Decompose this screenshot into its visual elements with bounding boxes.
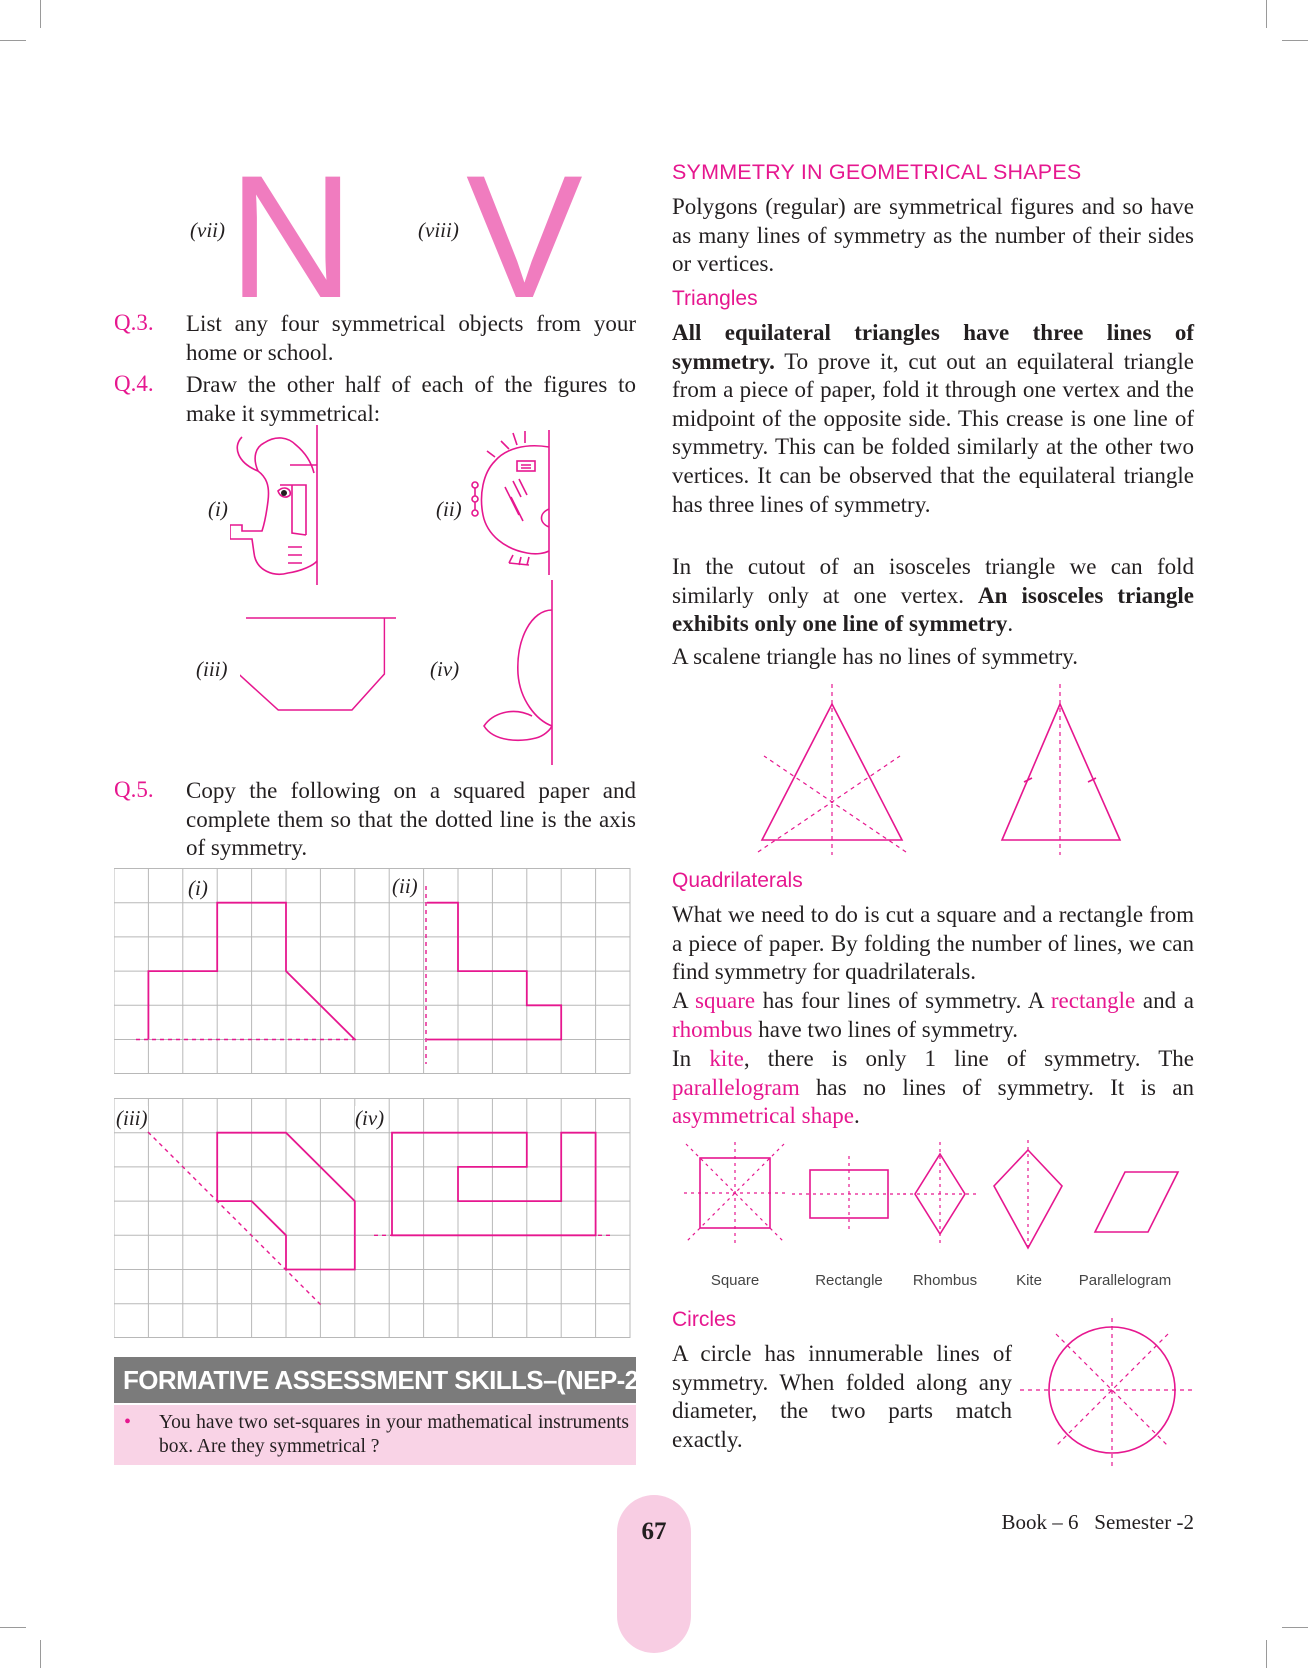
term-square: square: [695, 988, 756, 1013]
formative-box: [114, 1405, 636, 1465]
caption-kite: Kite: [1016, 1272, 1042, 1289]
question-5-number: Q.5.: [114, 777, 154, 802]
crop-mark: [1282, 40, 1308, 41]
q5-label-iii: (iii): [116, 1106, 148, 1130]
q4-label-ii: (ii): [436, 497, 462, 521]
formative-banner: [114, 1357, 689, 1403]
q-text: have two lines of symmetry.: [752, 1016, 1019, 1042]
figure-label-viii: (viii): [418, 218, 459, 242]
triangles-paragraph-3: A scalene triangle has no lines of symmetry.: [672, 644, 1079, 669]
crop-mark: [40, 1640, 41, 1668]
question-3-text: List any four symmetrical objects from your home or school.: [186, 311, 636, 365]
q-text: has four lines of symmetry. A: [755, 988, 1051, 1013]
caption-square: Square: [710, 1272, 760, 1289]
q-text: has no lines of symmetry. It is an: [799, 1074, 1194, 1100]
question-5-text: Copy the following on a squared paper and complete them so that the dotted line is the axis of symmetry.: [186, 778, 636, 861]
squared-grid-bottom: [114, 1098, 634, 1342]
term-asymmetrical-shape: asymmetrical shape: [672, 1103, 855, 1129]
quadrilaterals-diagram: [680, 1140, 1190, 1255]
q-text: .: [854, 1103, 860, 1129]
q5-label-i: (i): [188, 876, 208, 900]
caption-rectangle: Rectangle: [815, 1272, 883, 1289]
q4-label-iii: (iii): [196, 657, 228, 681]
term-rhombus: rhombus: [672, 1016, 753, 1042]
term-parallelogram: parallelogram: [672, 1074, 800, 1100]
q5-label-ii: (ii): [392, 874, 418, 898]
triangles-heading: Triangles: [672, 287, 758, 310]
half-face-figure-i: [230, 425, 340, 585]
caption-rhombus: Rhombus: [912, 1272, 978, 1289]
section-heading: SYMMETRY IN GEOMETRICAL SHAPES: [672, 160, 1082, 184]
figure-label-vii: (vii): [190, 218, 225, 242]
triangles-bold-2: An isosceles triangle exhibits only one line of symmetry: [672, 582, 1194, 637]
crop-mark: [1282, 1627, 1308, 1628]
q-text: , there is only 1 line of symmetry. The: [743, 1046, 1194, 1071]
quadrilaterals-heading: Quadrilaterals: [672, 869, 803, 892]
formative-title: FORMATIVE ASSESSMENT SKILLS–(NEP-2020): [123, 1365, 689, 1395]
quadrilaterals-paragraph-1: What we need to do is cut a square and a rectangle from a piece of paper. By folding the number of lines, we can find symmetry for quadrilaterals.: [672, 902, 1194, 985]
q5-label-iv: (iv): [355, 1106, 385, 1130]
book-semester-label: Book – 6 Semester -2: [1001, 1510, 1194, 1534]
crop-mark: [1266, 0, 1267, 28]
crop-mark: [40, 0, 41, 28]
page-number: 67: [641, 1518, 667, 1545]
quadrilaterals-paragraph-3: [672, 1045, 1194, 1131]
formative-item: You have two set-squares in your mathematical instruments box. Are they symmetrical ?: [159, 1412, 629, 1457]
q4-label-i: (i): [208, 497, 228, 521]
half-face-figure-ii: [465, 425, 575, 575]
quadrilaterals-paragraph-2: [672, 987, 1194, 1044]
circles-heading: Circles: [672, 1308, 737, 1331]
circle-diagram: [1020, 1318, 1195, 1468]
q-text: In: [672, 1046, 710, 1071]
q-text: A: [672, 988, 696, 1013]
caption-parallelogram: Parallelogram: [1078, 1272, 1172, 1289]
crop-mark: [0, 1627, 26, 1628]
q-text: and a: [1135, 988, 1194, 1013]
letter-n-figure: N: [228, 140, 355, 335]
triangles-text-2: In the cutout of an isosceles triangle we can fold similarly only at one vertex.: [672, 554, 1194, 608]
triangles-text-2-end: .: [1007, 611, 1014, 637]
circles-paragraph: A circle has innumerable lines of symmetry. When folded along any diameter, the two parts match exactly.: [672, 1341, 1012, 1452]
crop-mark: [0, 40, 26, 41]
isosceles-triangle: [1002, 704, 1120, 840]
q4-label-iv: (iv): [430, 657, 460, 681]
question-4-text: Draw the other half of each of the figures to make it symmetrical:: [186, 372, 636, 426]
triangles-bold-1: All equilateral triangles have three lines of symmetry.: [672, 320, 1194, 374]
question-4-number: Q.4.: [114, 371, 154, 396]
question-3-number: Q.3.: [114, 310, 154, 335]
crop-mark: [1266, 1640, 1267, 1668]
half-bowl-figure-iii: [240, 610, 400, 715]
term-rectangle: rectangle: [1050, 988, 1136, 1013]
bullet: •: [124, 1411, 132, 1433]
triangles-paragraph-2: [672, 553, 1194, 639]
triangles-text-1: To prove it, cut out an equilateral triangle from a piece of paper, fold it through one vertex and the midpoint of the opposite side. This crease is one line of symmetry. This can be folded similarly at the other two vertices. It can be observed that the equilateral triangle has three lines of symmetry.: [672, 348, 1194, 517]
triangles-paragraph-1: [672, 319, 1194, 519]
letter-v-figure: V: [466, 140, 583, 335]
triangles-diagram: [740, 680, 1130, 855]
parallelogram-shape: [1095, 1172, 1178, 1232]
intro-paragraph: Polygons (regular) are symmetrical figures and so have as many lines of symmetry as the number of their sides or vertices.: [672, 194, 1194, 277]
half-figure-iv: [472, 580, 562, 765]
term-kite: kite: [709, 1046, 744, 1071]
